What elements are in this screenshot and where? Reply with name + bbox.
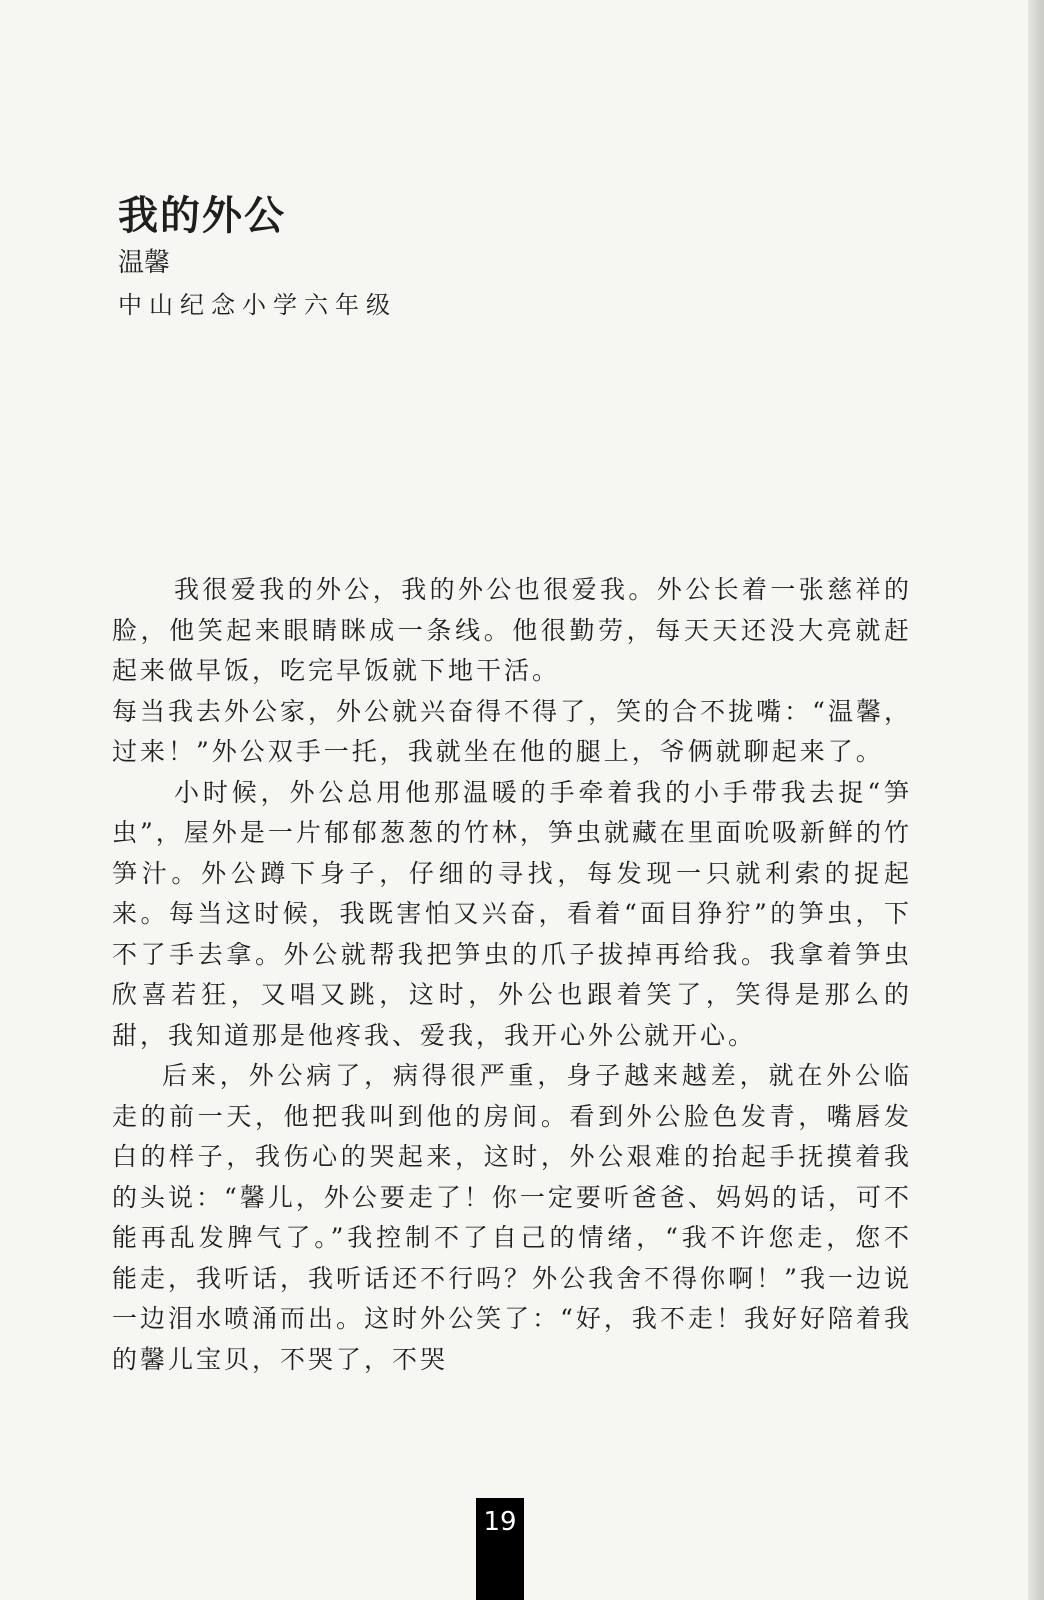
author-school: 中山纪念小学六年级 (118, 291, 397, 319)
paragraph-1: 我很爱我的外公，我的外公也很爱我。外公长着一张慈祥的脸，他笑起来眼睛眯成一条线。他很勤劳，每天天还没大亮就赶起来做早饭，吃完早饭就下地干活。 (112, 575, 912, 685)
page-edge-shadow (1028, 0, 1044, 1600)
paragraph-2: 每当我去外公家，外公就兴奋得不得了，笑的合不拢嘴：“温馨，过来！”外公双手一托，我就坐在他的腿上，爷俩就聊起来了。 (112, 696, 912, 766)
page-number: 19 (476, 1498, 524, 1600)
article-author: 温馨 (118, 248, 171, 278)
paragraph-4: 后来，外公病了，病得很严重，身子越来越差，就在外公临走的前一天，他把我叫到他的房间。看到外公脸色发青，嘴唇发白的样子，我伤心的哭起来，这时，外公艰难的抬起手抚摸着我的头说：“馨儿，外公要走了！你一定要听爸爸、妈妈的话，可不能再乱发脾气了。”我控制不了自己的情绪，“我不许您走，您不能走，我听话，我听话还不行吗？外公我舍不得你啊！”我一边说一边泪水喷涌而出。这时外公笑了：“好，我不走！我好好陪着我的馨儿宝贝，不哭了，不哭 (112, 1061, 912, 1374)
article-title: 我的外公 (118, 193, 286, 239)
paragraph-3: 小时候，外公总用他那温暖的手牵着我的小手带我去捉“笋虫”，屋外是一片郁郁葱葱的竹林，笋虫就藏在里面吮吸新鲜的竹笋汁。外公蹲下身子，仔细的寻找，每发现一只就利索的捉起来。每当这时候，我既害怕又兴奋，看着“面目狰狞”的笋虫，下不了手去拿。外公就帮我把笋虫的爪子拔掉再给我。我拿着笋虫欣喜若狂，又唱又跳，这时，外公也跟着笑了，笑得是那么的甜，我知道那是他疼我、爱我，我开心外公就开心。 (112, 777, 912, 1050)
article-body (112, 570, 912, 1380)
